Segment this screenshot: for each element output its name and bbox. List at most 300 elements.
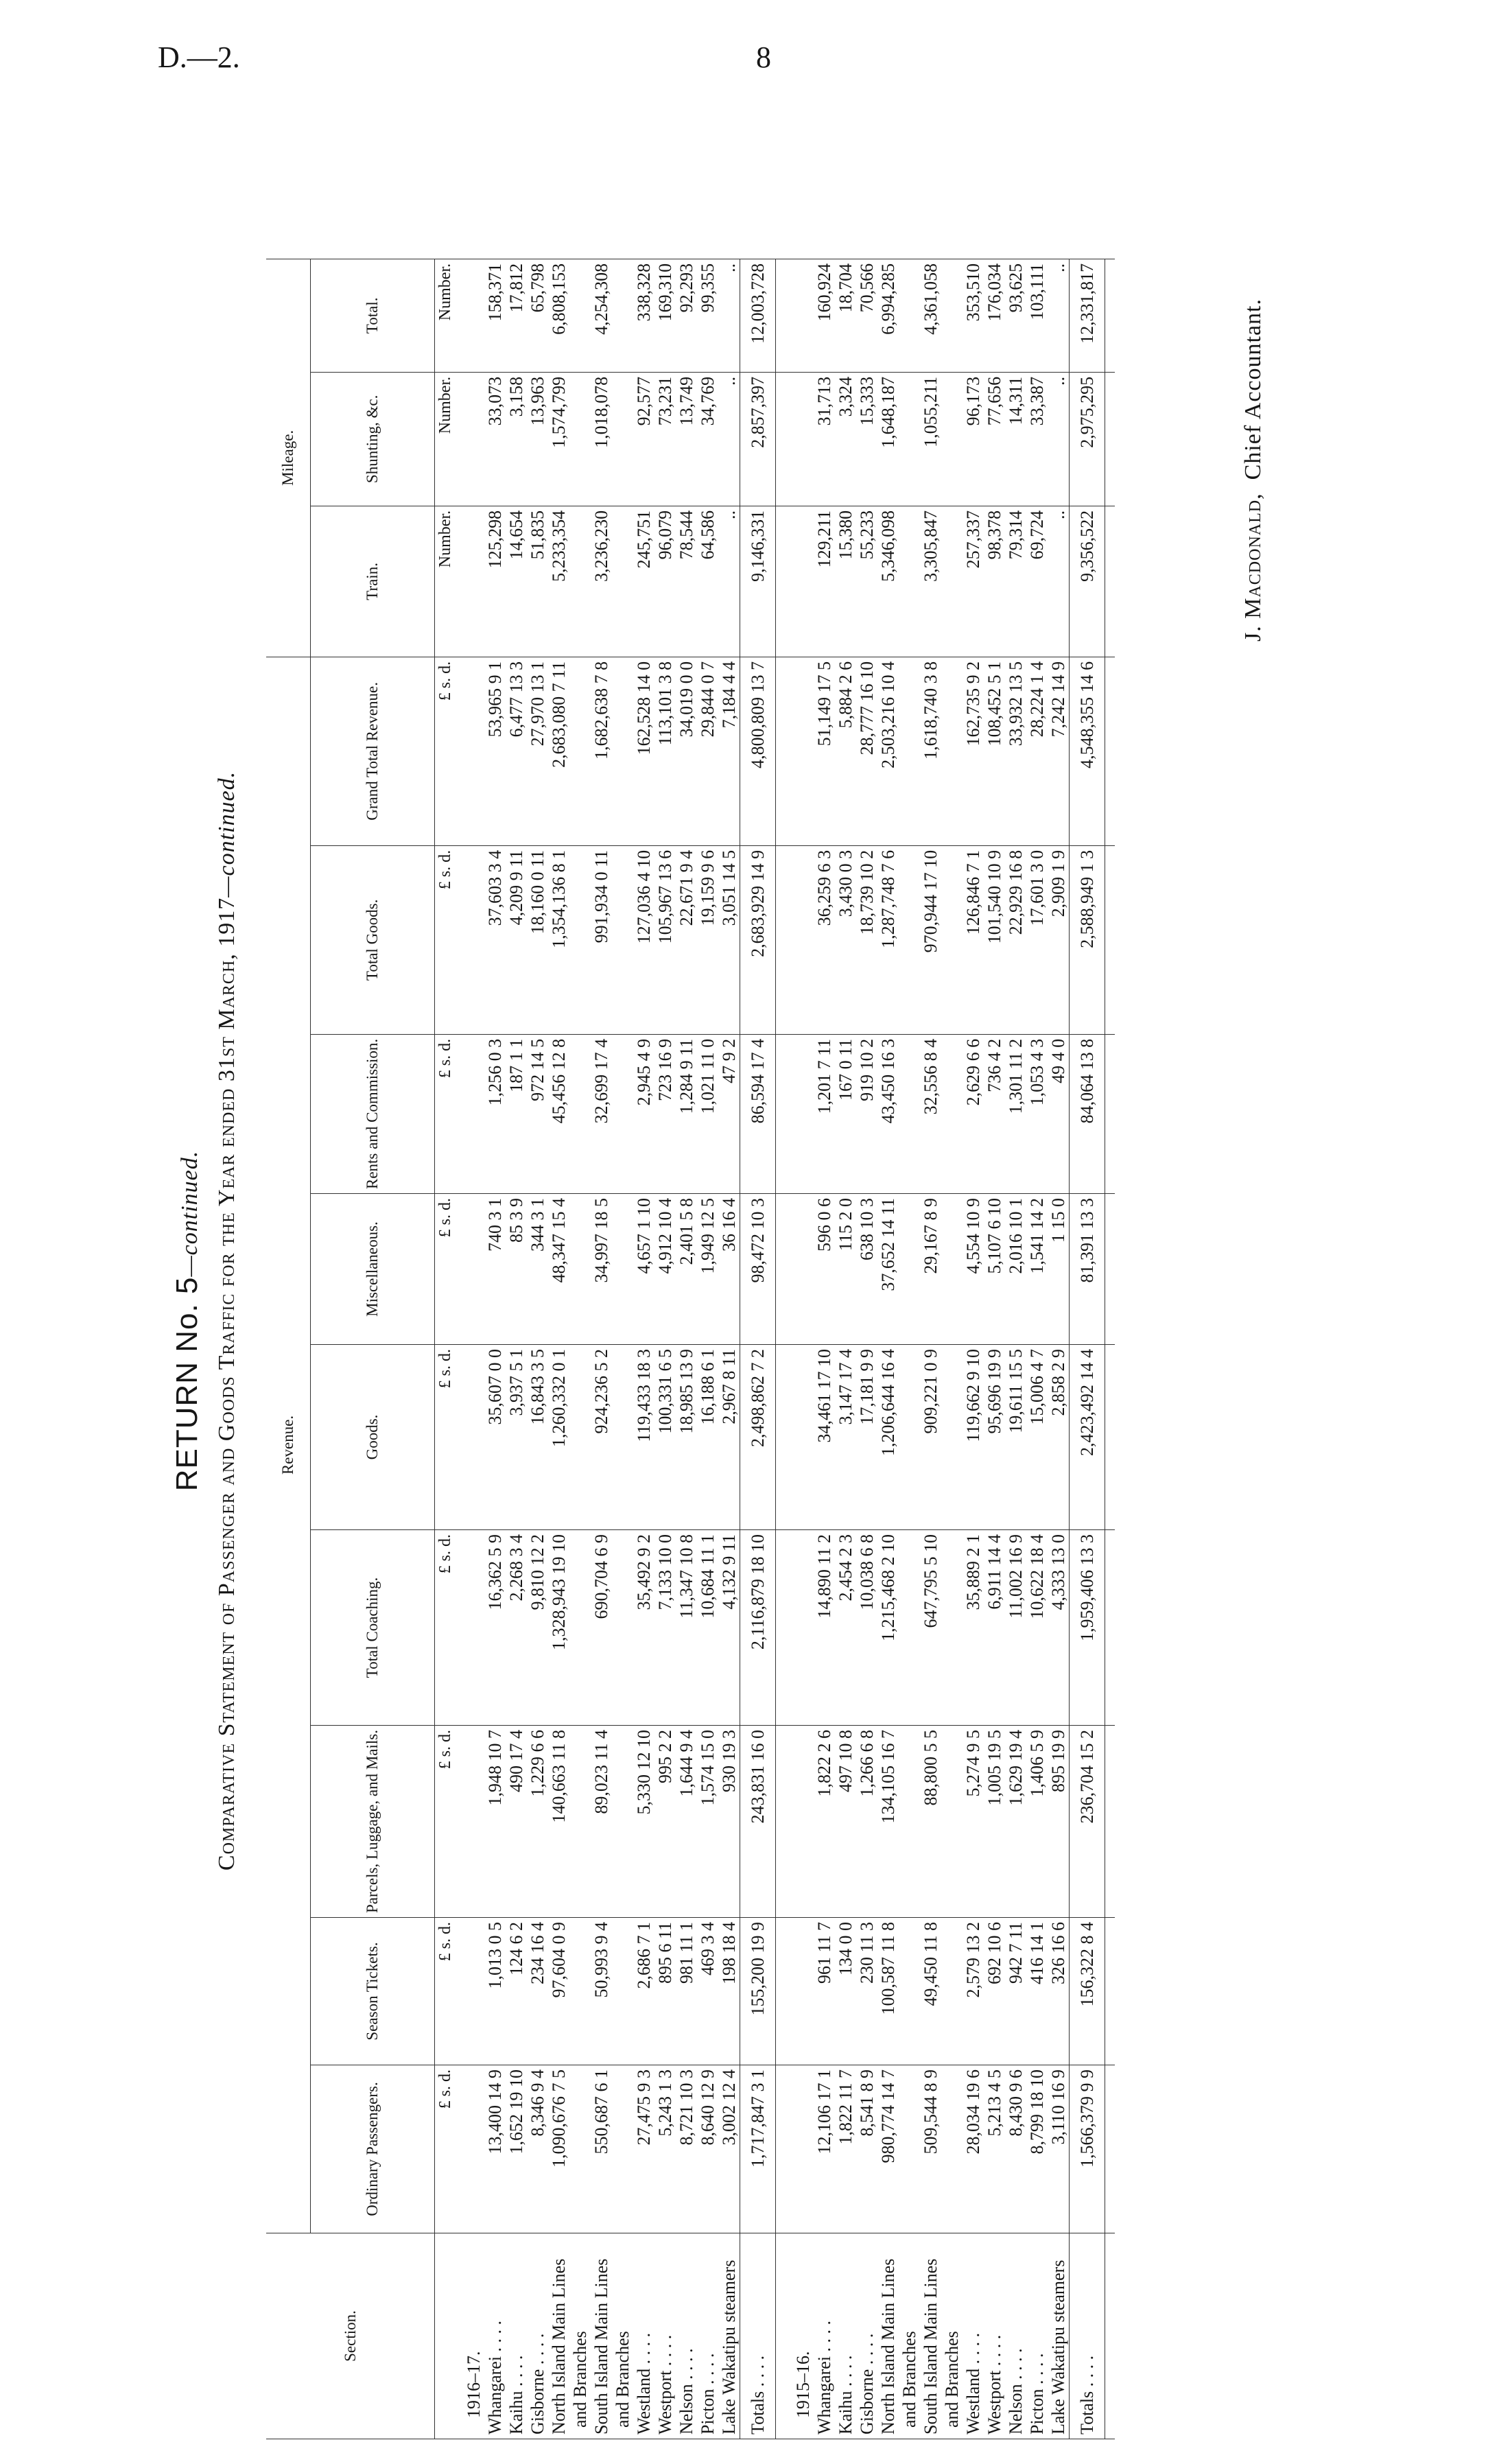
total-value-cell: 155,200 19 9 xyxy=(740,1918,776,2065)
blank-cell xyxy=(612,657,633,845)
section-name: Nelson . . . . xyxy=(676,2233,697,2439)
blank-cell xyxy=(612,1034,633,1193)
value-cell: 3,110 16 9 xyxy=(1048,2065,1070,2233)
table-row xyxy=(654,259,676,2439)
value-cell: 4,912 10 4 xyxy=(654,1194,676,1345)
value-cell: 158,371 xyxy=(484,259,506,372)
unit-row xyxy=(435,259,457,2439)
value-cell: 105,967 13 6 xyxy=(654,845,676,1034)
section-name: Gisborne . . . . xyxy=(856,2233,877,2439)
value-cell: 497 10 8 xyxy=(835,1726,856,1918)
section-name-continued: and Branches xyxy=(941,2233,963,2439)
value-cell: 11,002 16 9 xyxy=(1005,1530,1026,1726)
blank-cell xyxy=(569,372,591,506)
blank-cell xyxy=(776,506,786,657)
value-cell: 991,934 0 11 xyxy=(591,845,612,1034)
value-cell: 1,652 19 10 xyxy=(506,2065,527,2233)
total-value-cell: 236,704 15 2 xyxy=(1070,1726,1105,1918)
value-cell: 9,810 12 2 xyxy=(527,1530,548,1726)
section-name: Whangarei . . . . xyxy=(814,2233,835,2439)
unit-cell: £ s. d. xyxy=(435,1918,457,2065)
blank-cell xyxy=(941,2065,963,2233)
blank-cell xyxy=(786,506,814,657)
value-cell: 69,724 xyxy=(1026,506,1048,657)
total-value-cell: 86,594 17 4 xyxy=(740,1034,776,1193)
blank-cell xyxy=(1105,259,1116,372)
year-row xyxy=(456,259,484,2439)
value-cell: 5,243 1 3 xyxy=(654,2065,676,2233)
value-cell: 942 7 11 xyxy=(1005,1918,1026,2065)
page-reference: D.—2. xyxy=(158,40,240,74)
value-cell: 37,603 3 4 xyxy=(484,845,506,1034)
blank-cell xyxy=(1105,1726,1116,1918)
value-cell: 919 10 2 xyxy=(856,1034,877,1193)
total-value-cell: 2,423,492 14 4 xyxy=(1070,1345,1105,1530)
value-cell: 3,051 14 5 xyxy=(718,845,740,1034)
total-value-cell: 1,717,847 3 1 xyxy=(740,2065,776,2233)
return-suffix: —continued. xyxy=(177,1150,202,1277)
value-cell: 47 9 2 xyxy=(718,1034,740,1193)
blank-cell xyxy=(776,1918,786,2065)
rotated-page-content xyxy=(170,189,1295,2453)
value-cell: 5,274 9 5 xyxy=(963,1726,984,1918)
value-cell: 167 0 11 xyxy=(835,1034,856,1193)
value-cell: 3,324 xyxy=(835,372,856,506)
signature xyxy=(1240,298,1266,642)
value-cell: 234 16 4 xyxy=(527,1918,548,2065)
blank-cell xyxy=(786,1918,814,2065)
value-cell: 8,541 8 9 xyxy=(856,2065,877,2233)
value-cell: 35,607 0 0 xyxy=(484,1345,506,1530)
blank-cell xyxy=(899,1918,920,2065)
value-cell: 344 3 1 xyxy=(527,1194,548,1345)
value-cell: .. xyxy=(718,259,740,372)
value-cell: 1,201 7 11 xyxy=(814,1034,835,1193)
subtitle-suffix: —continued. xyxy=(214,771,239,897)
value-cell: 723 16 9 xyxy=(654,1034,676,1193)
blank-cell xyxy=(941,1918,963,2065)
value-cell: 36,259 6 3 xyxy=(814,845,835,1034)
value-cell: 36 16 4 xyxy=(718,1194,740,1345)
value-cell: 96,173 xyxy=(963,372,984,506)
value-cell: 970,944 17 10 xyxy=(920,845,941,1034)
blank-cell xyxy=(776,1726,786,1918)
value-cell: 4,333 13 0 xyxy=(1048,1530,1070,1726)
value-cell: 198 18 4 xyxy=(718,1918,740,2065)
value-cell: 17,601 3 0 xyxy=(1026,845,1048,1034)
table-row xyxy=(676,259,697,2439)
blank-cell xyxy=(569,657,591,845)
blank-cell xyxy=(899,1530,920,1726)
value-cell: 1,948 10 7 xyxy=(484,1726,506,1918)
table-row xyxy=(484,259,506,2439)
value-cell: 19,611 15 5 xyxy=(1005,1345,1026,1530)
value-cell: 13,400 14 9 xyxy=(484,2065,506,2233)
totals-row xyxy=(1070,259,1105,2439)
value-cell: 2,454 2 3 xyxy=(835,1530,856,1726)
blank-cell xyxy=(569,1194,591,1345)
value-cell: 1,629 19 4 xyxy=(1005,1726,1026,1918)
total-value-cell: 2,683,929 14 9 xyxy=(740,845,776,1034)
blank-cell xyxy=(899,845,920,1034)
year-row xyxy=(786,259,814,2439)
value-cell: 17,181 9 9 xyxy=(856,1345,877,1530)
value-cell: 95,696 19 9 xyxy=(984,1345,1005,1530)
blank-cell xyxy=(776,1194,786,1345)
value-cell: 14,654 xyxy=(506,506,527,657)
blank-cell xyxy=(786,657,814,845)
section-name: Westland . . . . xyxy=(633,2233,654,2439)
value-cell: 119,433 18 3 xyxy=(633,1345,654,1530)
value-cell: 16,843 3 5 xyxy=(527,1345,548,1530)
blank-cell xyxy=(456,2065,484,2233)
value-cell: 14,890 11 2 xyxy=(814,1530,835,1726)
blank-cell xyxy=(941,1034,963,1193)
value-cell: 27,970 13 1 xyxy=(527,657,548,845)
value-cell: 49 4 0 xyxy=(1048,1034,1070,1193)
value-cell: 126,846 7 1 xyxy=(963,845,984,1034)
table-row xyxy=(984,259,1005,2439)
total-value-cell: 2,116,879 18 10 xyxy=(740,1530,776,1726)
total-value-cell: 12,331,817 xyxy=(1070,259,1105,372)
blank-cell xyxy=(456,1345,484,1530)
value-cell: 49,450 11 8 xyxy=(920,1918,941,2065)
value-cell: 140,663 11 8 xyxy=(548,1726,569,1918)
blank-cell xyxy=(1105,845,1116,1034)
signature-name: J. Macdonald, xyxy=(1240,493,1266,642)
value-cell: 14,311 xyxy=(1005,372,1026,506)
value-cell: 596 0 6 xyxy=(814,1194,835,1345)
value-cell: 245,751 xyxy=(633,506,654,657)
revenue-header: Revenue. xyxy=(266,657,311,2233)
total-value-cell: 9,356,522 xyxy=(1070,506,1105,657)
value-cell: 995 2 2 xyxy=(654,1726,676,1918)
return-number: RETURN No. 5 xyxy=(170,1276,204,1492)
year-label: 1916–17. xyxy=(456,2233,484,2439)
blank-cell xyxy=(456,1034,484,1193)
table-row-continuation xyxy=(612,259,633,2439)
section-name: North Island Main Lines xyxy=(877,2233,899,2439)
totals-label: Totals . . . . xyxy=(740,2233,776,2439)
value-cell: 124 6 2 xyxy=(506,1918,527,2065)
blank-cell xyxy=(612,1530,633,1726)
value-cell: .. xyxy=(1048,372,1070,506)
section-name: Gisborne . . . . xyxy=(527,2233,548,2439)
totals-label: Totals . . . . xyxy=(1070,2233,1105,2439)
blank-cell xyxy=(612,1918,633,2065)
value-cell: 100,331 6 5 xyxy=(654,1345,676,1530)
value-cell: 2,401 5 8 xyxy=(676,1194,697,1345)
value-cell: 115 2 0 xyxy=(835,1194,856,1345)
unit-cell: £ s. d. xyxy=(435,1194,457,1345)
value-cell: 29,167 8 9 xyxy=(920,1194,941,1345)
value-cell: 16,188 6 1 xyxy=(697,1345,718,1530)
table-row xyxy=(1026,259,1048,2439)
value-cell: 92,293 xyxy=(676,259,697,372)
value-cell: 12,106 17 1 xyxy=(814,2065,835,2233)
value-cell: 1 15 0 xyxy=(1048,1194,1070,1345)
value-cell: 28,777 16 10 xyxy=(856,657,877,845)
value-cell: 6,994,285 xyxy=(877,259,899,372)
value-cell: 162,735 9 2 xyxy=(963,657,984,845)
blank-cell xyxy=(899,1034,920,1193)
blank-cell xyxy=(1105,2065,1116,2233)
value-cell: 92,577 xyxy=(633,372,654,506)
blank-cell xyxy=(569,506,591,657)
blank-cell xyxy=(786,1530,814,1726)
value-cell: 28,034 19 6 xyxy=(963,2065,984,2233)
value-cell: 5,107 6 10 xyxy=(984,1194,1005,1345)
value-cell: 22,929 16 8 xyxy=(1005,845,1026,1034)
value-cell: 73,231 xyxy=(654,372,676,506)
value-cell: 3,147 17 4 xyxy=(835,1345,856,1530)
value-cell: 5,884 2 6 xyxy=(835,657,856,845)
blank-cell xyxy=(941,259,963,372)
value-cell: 34,461 17 10 xyxy=(814,1345,835,1530)
value-cell: 119,662 9 10 xyxy=(963,1345,984,1530)
value-cell: 53,965 9 1 xyxy=(484,657,506,845)
value-cell: 79,314 xyxy=(1005,506,1026,657)
blank-cell xyxy=(1105,1034,1116,1193)
value-cell: 32,556 8 4 xyxy=(920,1034,941,1193)
total-value-cell: 98,472 10 3 xyxy=(740,1194,776,1345)
value-cell: 35,889 2 1 xyxy=(963,1530,984,1726)
blank-cell xyxy=(786,1345,814,1530)
value-cell: 8,430 9 6 xyxy=(1005,2065,1026,2233)
value-cell: 35,492 9 2 xyxy=(633,1530,654,1726)
blank-cell xyxy=(456,506,484,657)
blank-cell xyxy=(1105,1918,1116,2065)
column-header: Total. xyxy=(311,259,435,372)
value-cell: 1,055,211 xyxy=(920,372,941,506)
total-value-cell: 1,566,379 9 9 xyxy=(1070,2065,1105,2233)
value-cell: 1,354,136 8 1 xyxy=(548,845,569,1034)
value-cell: 8,640 12 9 xyxy=(697,2065,718,2233)
value-cell: 10,038 6 8 xyxy=(856,1530,877,1726)
value-cell: 490 17 4 xyxy=(506,1726,527,1918)
blank-cell xyxy=(612,1345,633,1530)
value-cell: 3,002 12 4 xyxy=(718,2065,740,2233)
value-cell: 8,799 18 10 xyxy=(1026,2065,1048,2233)
unit-cell: £ s. d. xyxy=(435,2065,457,2233)
value-cell: 1,618,740 3 8 xyxy=(920,657,941,845)
value-cell: 134 0 0 xyxy=(835,1918,856,2065)
value-cell: 1,005 19 5 xyxy=(984,1726,1005,1918)
unit-cell: £ s. d. xyxy=(435,1530,457,1726)
value-cell: 980,774 14 7 xyxy=(877,2065,899,2233)
value-cell: 961 11 7 xyxy=(814,1918,835,2065)
table-row xyxy=(697,259,718,2439)
section-name: Kaihu . . . . xyxy=(835,2233,856,2439)
blank-cell xyxy=(456,1726,484,1918)
blank-cell xyxy=(776,259,786,372)
value-cell: 647,795 5 10 xyxy=(920,1530,941,1726)
blank-cell xyxy=(569,259,591,372)
section-name: Lake Wakatipu steamers xyxy=(718,2233,740,2439)
total-value-cell: 156,322 8 4 xyxy=(1070,1918,1105,2065)
table-subtitle xyxy=(214,189,240,2453)
value-cell: 6,477 13 3 xyxy=(506,657,527,845)
blank-cell xyxy=(786,1194,814,1345)
value-cell: 230 11 3 xyxy=(856,1918,877,2065)
section-name: South Island Main Lines xyxy=(591,2233,612,2439)
value-cell: 740 3 1 xyxy=(484,1194,506,1345)
value-cell: 981 11 1 xyxy=(676,1918,697,2065)
blank-cell xyxy=(456,1918,484,2065)
value-cell: 1,013 0 5 xyxy=(484,1918,506,2065)
value-cell: 100,587 11 8 xyxy=(877,1918,899,2065)
value-cell: 34,769 xyxy=(697,372,718,506)
value-cell: 15,380 xyxy=(835,506,856,657)
blank-cell xyxy=(612,1726,633,1918)
value-cell: 169,310 xyxy=(654,259,676,372)
section-name: Lake Wakatipu steamers xyxy=(1048,2233,1070,2439)
value-cell: 5,346,098 xyxy=(877,506,899,657)
total-value-cell: 4,800,809 13 7 xyxy=(740,657,776,845)
value-cell: 1,284 9 11 xyxy=(676,1034,697,1193)
value-cell: 22,671 9 4 xyxy=(676,845,697,1034)
value-cell: 93,625 xyxy=(1005,259,1026,372)
value-cell: 77,656 xyxy=(984,372,1005,506)
value-cell: 89,023 11 4 xyxy=(591,1726,612,1918)
value-cell: .. xyxy=(1048,259,1070,372)
value-cell: 16,362 5 9 xyxy=(484,1530,506,1726)
value-cell: 469 3 4 xyxy=(697,1918,718,2065)
section-name-continued: and Branches xyxy=(612,2233,633,2439)
value-cell: 2,945 4 9 xyxy=(633,1034,654,1193)
unit-cell: £ s. d. xyxy=(435,1345,457,1530)
total-value-cell: 2,588,949 1 3 xyxy=(1070,845,1105,1034)
spacer-row xyxy=(1105,259,1116,2439)
total-value-cell: 2,498,862 7 2 xyxy=(740,1345,776,1530)
value-cell: 4,209 9 11 xyxy=(506,845,527,1034)
table-row xyxy=(963,259,984,2439)
value-cell: .. xyxy=(718,506,740,657)
section-name: South Island Main Lines xyxy=(920,2233,941,2439)
value-cell: 7,242 14 9 xyxy=(1048,657,1070,845)
unit-cell: Number. xyxy=(435,506,457,657)
blank-cell xyxy=(569,1034,591,1193)
section-name: Westport . . . . xyxy=(654,2233,676,2439)
value-cell: 8,346 9 4 xyxy=(527,2065,548,2233)
blank-cell xyxy=(776,372,786,506)
blank-cell xyxy=(786,1726,814,1918)
column-header: Rents and Commission. xyxy=(311,1034,435,1193)
value-cell: 4,254,308 xyxy=(591,259,612,372)
value-cell: 3,937 5 1 xyxy=(506,1345,527,1530)
value-cell: 1,206,644 16 4 xyxy=(877,1345,899,1530)
blank-cell xyxy=(456,1194,484,1345)
unit-cell-blank xyxy=(435,2233,457,2439)
total-value-cell: 12,003,728 xyxy=(740,259,776,372)
blank-cell xyxy=(941,372,963,506)
return-title xyxy=(170,189,204,2453)
value-cell: 2,503,216 10 4 xyxy=(877,657,899,845)
value-cell: 1,266 6 8 xyxy=(856,1726,877,1918)
blank-cell xyxy=(941,845,963,1034)
value-cell: 160,924 xyxy=(814,259,835,372)
value-cell: 51,149 17 5 xyxy=(814,657,835,845)
value-cell: 5,233,354 xyxy=(548,506,569,657)
value-cell: 65,798 xyxy=(527,259,548,372)
blank-cell xyxy=(456,657,484,845)
value-cell: 10,684 11 1 xyxy=(697,1530,718,1726)
table-row xyxy=(633,259,654,2439)
value-cell: 99,355 xyxy=(697,259,718,372)
total-value-cell: 2,975,295 xyxy=(1070,372,1105,506)
value-cell: 103,111 xyxy=(1026,259,1048,372)
value-cell: 33,387 xyxy=(1026,372,1048,506)
blank-cell xyxy=(1105,2233,1116,2439)
value-cell: 13,749 xyxy=(676,372,697,506)
totals-row xyxy=(740,259,776,2439)
blank-cell xyxy=(569,1530,591,1726)
value-cell: 924,236 5 2 xyxy=(591,1345,612,1530)
value-cell: 7,133 10 0 xyxy=(654,1530,676,1726)
value-cell: 1,301 11 2 xyxy=(1005,1034,1026,1193)
year-label: 1915–16. xyxy=(786,2233,814,2439)
value-cell: 1,822 11 7 xyxy=(835,2065,856,2233)
section-name: North Island Main Lines xyxy=(548,2233,569,2439)
value-cell: 1,574 15 0 xyxy=(697,1726,718,1918)
blank-cell xyxy=(569,1918,591,2065)
value-cell: 2,629 6 6 xyxy=(963,1034,984,1193)
value-cell: 4,657 1 10 xyxy=(633,1194,654,1345)
column-header: Total Coaching. xyxy=(311,1530,435,1726)
value-cell: 18,985 13 9 xyxy=(676,1345,697,1530)
value-cell: 972 14 5 xyxy=(527,1034,548,1193)
value-cell: 108,452 5 1 xyxy=(984,657,1005,845)
blank-cell xyxy=(899,372,920,506)
value-cell: 1,090,676 7 5 xyxy=(548,2065,569,2233)
section-name: Nelson . . . . xyxy=(1005,2233,1026,2439)
table-row xyxy=(591,259,612,2439)
value-cell: 64,586 xyxy=(697,506,718,657)
value-cell: 1,822 2 6 xyxy=(814,1726,835,1918)
blank-cell xyxy=(612,506,633,657)
blank-cell xyxy=(776,1345,786,1530)
value-cell: 353,510 xyxy=(963,259,984,372)
value-cell: 96,079 xyxy=(654,506,676,657)
blank-cell xyxy=(1105,657,1116,845)
blank-cell xyxy=(776,1530,786,1726)
value-cell: 1,648,187 xyxy=(877,372,899,506)
value-cell: 930 19 3 xyxy=(718,1726,740,1918)
value-cell: 416 14 1 xyxy=(1026,1918,1048,2065)
total-value-cell: 81,391 13 3 xyxy=(1070,1194,1105,1345)
blank-cell xyxy=(786,845,814,1034)
blank-cell xyxy=(1105,506,1116,657)
table-row xyxy=(814,259,835,2439)
value-cell: 70,566 xyxy=(856,259,877,372)
unit-cell: Number. xyxy=(435,372,457,506)
value-cell: 1,287,748 7 6 xyxy=(877,845,899,1034)
value-cell: 1,260,332 0 1 xyxy=(548,1345,569,1530)
value-cell: 1,256 0 3 xyxy=(484,1034,506,1193)
value-cell: 1,406 5 9 xyxy=(1026,1726,1048,1918)
blank-cell xyxy=(1105,372,1116,506)
value-cell: 2,683,080 7 11 xyxy=(548,657,569,845)
blank-cell xyxy=(899,657,920,845)
value-cell: 48,347 15 4 xyxy=(548,1194,569,1345)
blank-cell xyxy=(941,1726,963,1918)
total-value-cell: 9,146,331 xyxy=(740,506,776,657)
value-cell: 129,211 xyxy=(814,506,835,657)
value-cell: 257,337 xyxy=(963,506,984,657)
blank-cell xyxy=(941,1530,963,1726)
value-cell: 1,229 6 6 xyxy=(527,1726,548,1918)
value-cell: 3,236,230 xyxy=(591,506,612,657)
